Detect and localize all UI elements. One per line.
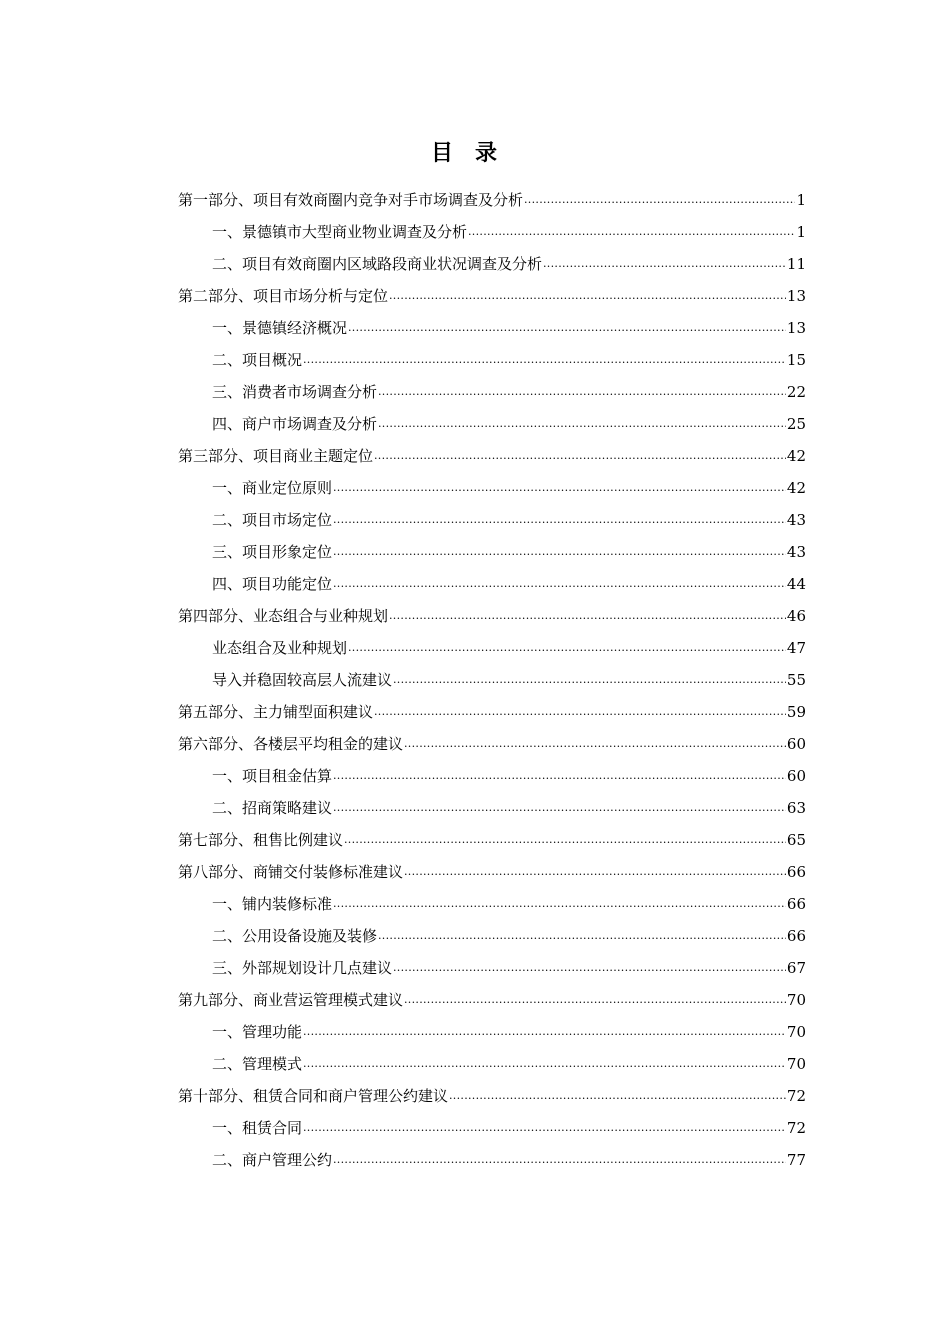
toc-entry[interactable] (178, 600, 806, 632)
toc-entry[interactable] (178, 312, 806, 344)
toc-entry[interactable] (178, 408, 806, 440)
toc-entry[interactable] (178, 696, 806, 728)
toc-entry-page-number: 55 (786, 671, 806, 689)
toc-dot-leader (404, 854, 786, 888)
toc-entry-page-number: 77 (786, 1151, 806, 1169)
toc-entry[interactable] (178, 248, 806, 280)
table-of-contents (178, 184, 806, 1176)
toc-entry-page-number: 1 (796, 191, 806, 209)
toc-dot-leader (378, 918, 786, 952)
toc-dot-leader (333, 470, 786, 504)
toc-dot-leader (543, 246, 786, 280)
toc-entry-page-number: 72 (786, 1087, 806, 1105)
toc-entry[interactable] (178, 888, 806, 920)
toc-entry[interactable] (178, 792, 806, 824)
toc-dot-leader (468, 214, 795, 248)
toc-entry-page-number: 15 (786, 351, 806, 369)
toc-dot-leader (344, 822, 786, 856)
toc-entry-label: 第五部分、主力铺型面积建议 (178, 703, 374, 721)
toc-entry-label: 第七部分、租售比例建议 (178, 831, 344, 849)
toc-entry[interactable] (178, 568, 806, 600)
toc-entry-page-number: 70 (786, 1055, 806, 1073)
toc-entry-label: 四、项目功能定位 (212, 575, 333, 593)
toc-entry[interactable] (178, 280, 806, 312)
toc-entry-page-number: 22 (786, 383, 806, 401)
toc-entry-page-number: 11 (786, 255, 806, 273)
toc-dot-leader (393, 662, 786, 696)
toc-entry[interactable] (178, 536, 806, 568)
toc-dot-leader (333, 502, 786, 536)
toc-dot-leader (303, 1110, 786, 1144)
toc-entry-label: 二、项目有效商圈内区域路段商业状况调查及分析 (212, 255, 543, 273)
toc-entry-label: 二、公用设备设施及装修 (212, 927, 378, 945)
toc-entry[interactable] (178, 184, 806, 216)
toc-entry-label: 第八部分、商铺交付装修标准建议 (178, 863, 404, 881)
toc-entry[interactable] (178, 856, 806, 888)
toc-entry[interactable] (178, 472, 806, 504)
toc-entry-label: 一、景德镇经济概况 (212, 319, 348, 337)
toc-dot-leader (374, 694, 786, 728)
toc-entry-label: 二、项目市场定位 (212, 511, 333, 529)
toc-dot-leader (393, 950, 786, 984)
toc-entry-page-number: 1 (796, 223, 806, 241)
toc-entry-page-number: 72 (786, 1119, 806, 1137)
toc-entry-page-number: 59 (786, 703, 806, 721)
toc-entry-page-number: 44 (786, 575, 806, 593)
toc-entry-page-number: 60 (786, 735, 806, 753)
toc-entry-label: 一、租赁合同 (212, 1119, 303, 1137)
toc-entry-label: 第四部分、业态组合与业种规划 (178, 607, 389, 625)
toc-entry[interactable] (178, 504, 806, 536)
toc-entry-label: 一、管理功能 (212, 1023, 303, 1041)
toc-dot-leader (348, 630, 786, 664)
toc-dot-leader (524, 182, 795, 216)
toc-entry[interactable] (178, 952, 806, 984)
toc-entry[interactable] (178, 824, 806, 856)
toc-dot-leader (404, 982, 786, 1016)
toc-entry-page-number: 67 (786, 959, 806, 977)
toc-entry-page-number: 70 (786, 1023, 806, 1041)
toc-entry[interactable] (178, 920, 806, 952)
toc-entry[interactable] (178, 1144, 806, 1176)
toc-dot-leader (378, 374, 786, 408)
toc-entry-page-number: 60 (786, 767, 806, 785)
toc-dot-leader (449, 1078, 786, 1112)
toc-entry[interactable] (178, 984, 806, 1016)
toc-dot-leader (333, 886, 786, 920)
toc-entry[interactable] (178, 1080, 806, 1112)
toc-entry-label: 二、管理模式 (212, 1055, 303, 1073)
toc-entry-label: 导入并稳固较高层人流建议 (212, 671, 393, 689)
toc-entry[interactable] (178, 376, 806, 408)
toc-entry-label: 第六部分、各楼层平均租金的建议 (178, 735, 404, 753)
toc-entry-page-number: 13 (786, 319, 806, 337)
toc-entry-page-number: 13 (786, 287, 806, 305)
toc-entry-label: 第二部分、项目市场分析与定位 (178, 287, 389, 305)
toc-entry[interactable] (178, 1112, 806, 1144)
toc-entry-page-number: 43 (786, 511, 806, 529)
toc-entry-page-number: 42 (786, 447, 806, 465)
toc-entry-label: 二、项目概况 (212, 351, 303, 369)
toc-entry-label: 业态组合及业种规划 (212, 639, 348, 657)
toc-entry[interactable] (178, 216, 806, 248)
toc-entry[interactable] (178, 728, 806, 760)
toc-entry-page-number: 25 (786, 415, 806, 433)
toc-dot-leader (303, 1046, 786, 1080)
toc-entry-label: 一、景德镇市大型商业物业调查及分析 (212, 223, 468, 241)
toc-entry-page-number: 66 (786, 895, 806, 913)
toc-dot-leader (404, 726, 786, 760)
toc-entry-label: 一、商业定位原则 (212, 479, 333, 497)
toc-entry[interactable] (178, 1016, 806, 1048)
toc-dot-leader (348, 310, 786, 344)
toc-dot-leader (333, 790, 786, 824)
toc-entry[interactable] (178, 632, 806, 664)
toc-dot-leader (303, 1014, 786, 1048)
toc-entry-label: 四、商户市场调查及分析 (212, 415, 378, 433)
toc-dot-leader (374, 438, 786, 472)
toc-dot-leader (333, 758, 786, 792)
toc-entry-label: 第九部分、商业营运管理模式建议 (178, 991, 404, 1009)
toc-dot-leader (333, 534, 786, 568)
toc-entry-label: 第十部分、租赁合同和商户管理公约建议 (178, 1087, 449, 1105)
toc-entry[interactable] (178, 1048, 806, 1080)
toc-entry-label: 三、项目形象定位 (212, 543, 333, 561)
toc-entry-label: 三、外部规划设计几点建议 (212, 959, 393, 977)
toc-entry-page-number: 66 (786, 863, 806, 881)
toc-entry-label: 二、商户管理公约 (212, 1151, 333, 1169)
toc-entry[interactable] (178, 760, 806, 792)
toc-entry-page-number: 46 (786, 607, 806, 625)
toc-entry-label: 一、铺内装修标准 (212, 895, 333, 913)
toc-entry-page-number: 66 (786, 927, 806, 945)
toc-entry-page-number: 43 (786, 543, 806, 561)
toc-entry[interactable] (178, 440, 806, 472)
toc-dot-leader (378, 406, 786, 440)
toc-entry-page-number: 63 (786, 799, 806, 817)
toc-entry[interactable] (178, 344, 806, 376)
page-title: 目录 (430, 140, 519, 166)
toc-entry-page-number: 65 (786, 831, 806, 849)
toc-dot-leader (389, 598, 786, 632)
toc-entry-label: 第一部分、项目有效商圈内竞争对手市场调查及分析 (178, 191, 524, 209)
toc-entry-page-number: 47 (786, 639, 806, 657)
toc-dot-leader (303, 342, 786, 376)
toc-entry[interactable] (178, 664, 806, 696)
toc-dot-leader (333, 566, 786, 600)
toc-entry-page-number: 70 (786, 991, 806, 1009)
toc-entry-label: 一、项目租金估算 (212, 767, 333, 785)
toc-entry-label: 三、消费者市场调查分析 (212, 383, 378, 401)
toc-dot-leader (333, 1142, 786, 1176)
toc-dot-leader (389, 278, 786, 312)
toc-entry-page-number: 42 (786, 479, 806, 497)
toc-entry-label: 第三部分、项目商业主题定位 (178, 447, 374, 465)
toc-entry-label: 二、招商策略建议 (212, 799, 333, 817)
